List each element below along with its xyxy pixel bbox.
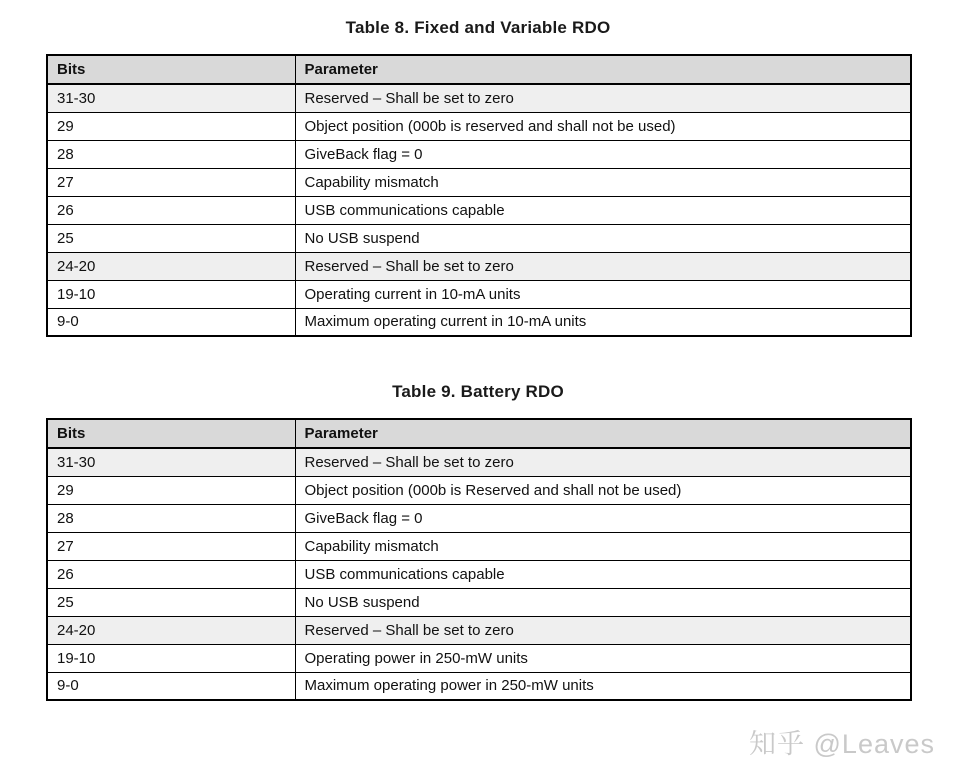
parameter-cell: Object position (000b is reserved and shall not be used)	[295, 112, 911, 140]
parameter-cell: GiveBack flag = 0	[295, 504, 911, 532]
bits-cell: 27	[47, 532, 295, 560]
column-header-bits: Bits	[47, 55, 295, 84]
zhihu-watermark: 知乎 @Leaves	[749, 729, 935, 759]
parameter-cell: No USB suspend	[295, 588, 911, 616]
bits-cell: 25	[47, 588, 295, 616]
table-header-row	[47, 419, 911, 448]
table-row	[47, 560, 911, 588]
table-row	[47, 252, 911, 280]
bits-cell: 29	[47, 476, 295, 504]
parameter-cell: Maximum operating current in 10-mA units	[295, 308, 911, 336]
bits-cell: 26	[47, 560, 295, 588]
bits-cell: 26	[47, 196, 295, 224]
table-row	[47, 672, 911, 700]
parameter-cell: Reserved – Shall be set to zero	[295, 616, 911, 644]
table-8-fixed-variable-rdo	[46, 54, 912, 337]
bits-cell: 25	[47, 224, 295, 252]
parameter-cell: USB communications capable	[295, 560, 911, 588]
table-row	[47, 84, 911, 112]
parameter-cell: Maximum operating power in 250-mW units	[295, 672, 911, 700]
bits-cell: 19-10	[47, 280, 295, 308]
table-row	[47, 112, 911, 140]
parameter-cell: GiveBack flag = 0	[295, 140, 911, 168]
bits-cell: 24-20	[47, 616, 295, 644]
table-9-battery-rdo	[46, 418, 912, 701]
table-row	[47, 280, 911, 308]
parameter-cell: No USB suspend	[295, 224, 911, 252]
bits-cell: 24-20	[47, 252, 295, 280]
table-row	[47, 448, 911, 476]
bits-cell: 31-30	[47, 84, 295, 112]
section-gap	[0, 337, 957, 381]
bits-cell: 31-30	[47, 448, 295, 476]
parameter-cell: Reserved – Shall be set to zero	[295, 252, 911, 280]
table-row	[47, 140, 911, 168]
table-row	[47, 644, 911, 672]
bits-cell: 29	[47, 112, 295, 140]
table-row	[47, 224, 911, 252]
table-9-title: Table 9. Battery RDO	[392, 382, 564, 401]
table-row	[47, 196, 911, 224]
parameter-cell: Operating current in 10-mA units	[295, 280, 911, 308]
table-header-row	[47, 55, 911, 84]
column-header-bits: Bits	[47, 419, 295, 448]
table-row	[47, 308, 911, 336]
bits-cell: 9-0	[47, 672, 295, 700]
table-row	[47, 588, 911, 616]
table-9-section	[46, 381, 910, 701]
parameter-cell: USB communications capable	[295, 196, 911, 224]
bits-cell: 9-0	[47, 308, 295, 336]
table-8-title: Table 8. Fixed and Variable RDO	[345, 18, 611, 37]
bits-cell: 19-10	[47, 644, 295, 672]
parameter-cell: Object position (000b is Reserved and shall not be used)	[295, 476, 911, 504]
parameter-cell: Reserved – Shall be set to zero	[295, 84, 911, 112]
parameter-cell: Reserved – Shall be set to zero	[295, 448, 911, 476]
column-header-parameter: Parameter	[295, 419, 911, 448]
table-row	[47, 532, 911, 560]
table-row	[47, 476, 911, 504]
table-row	[47, 616, 911, 644]
parameter-cell: Capability mismatch	[295, 168, 911, 196]
bits-cell: 27	[47, 168, 295, 196]
parameter-cell: Capability mismatch	[295, 532, 911, 560]
bits-cell: 28	[47, 504, 295, 532]
parameter-cell: Operating power in 250-mW units	[295, 644, 911, 672]
bits-cell: 28	[47, 140, 295, 168]
table-8-section	[46, 17, 910, 337]
table-row	[47, 504, 911, 532]
table-row	[47, 168, 911, 196]
column-header-parameter: Parameter	[295, 55, 911, 84]
